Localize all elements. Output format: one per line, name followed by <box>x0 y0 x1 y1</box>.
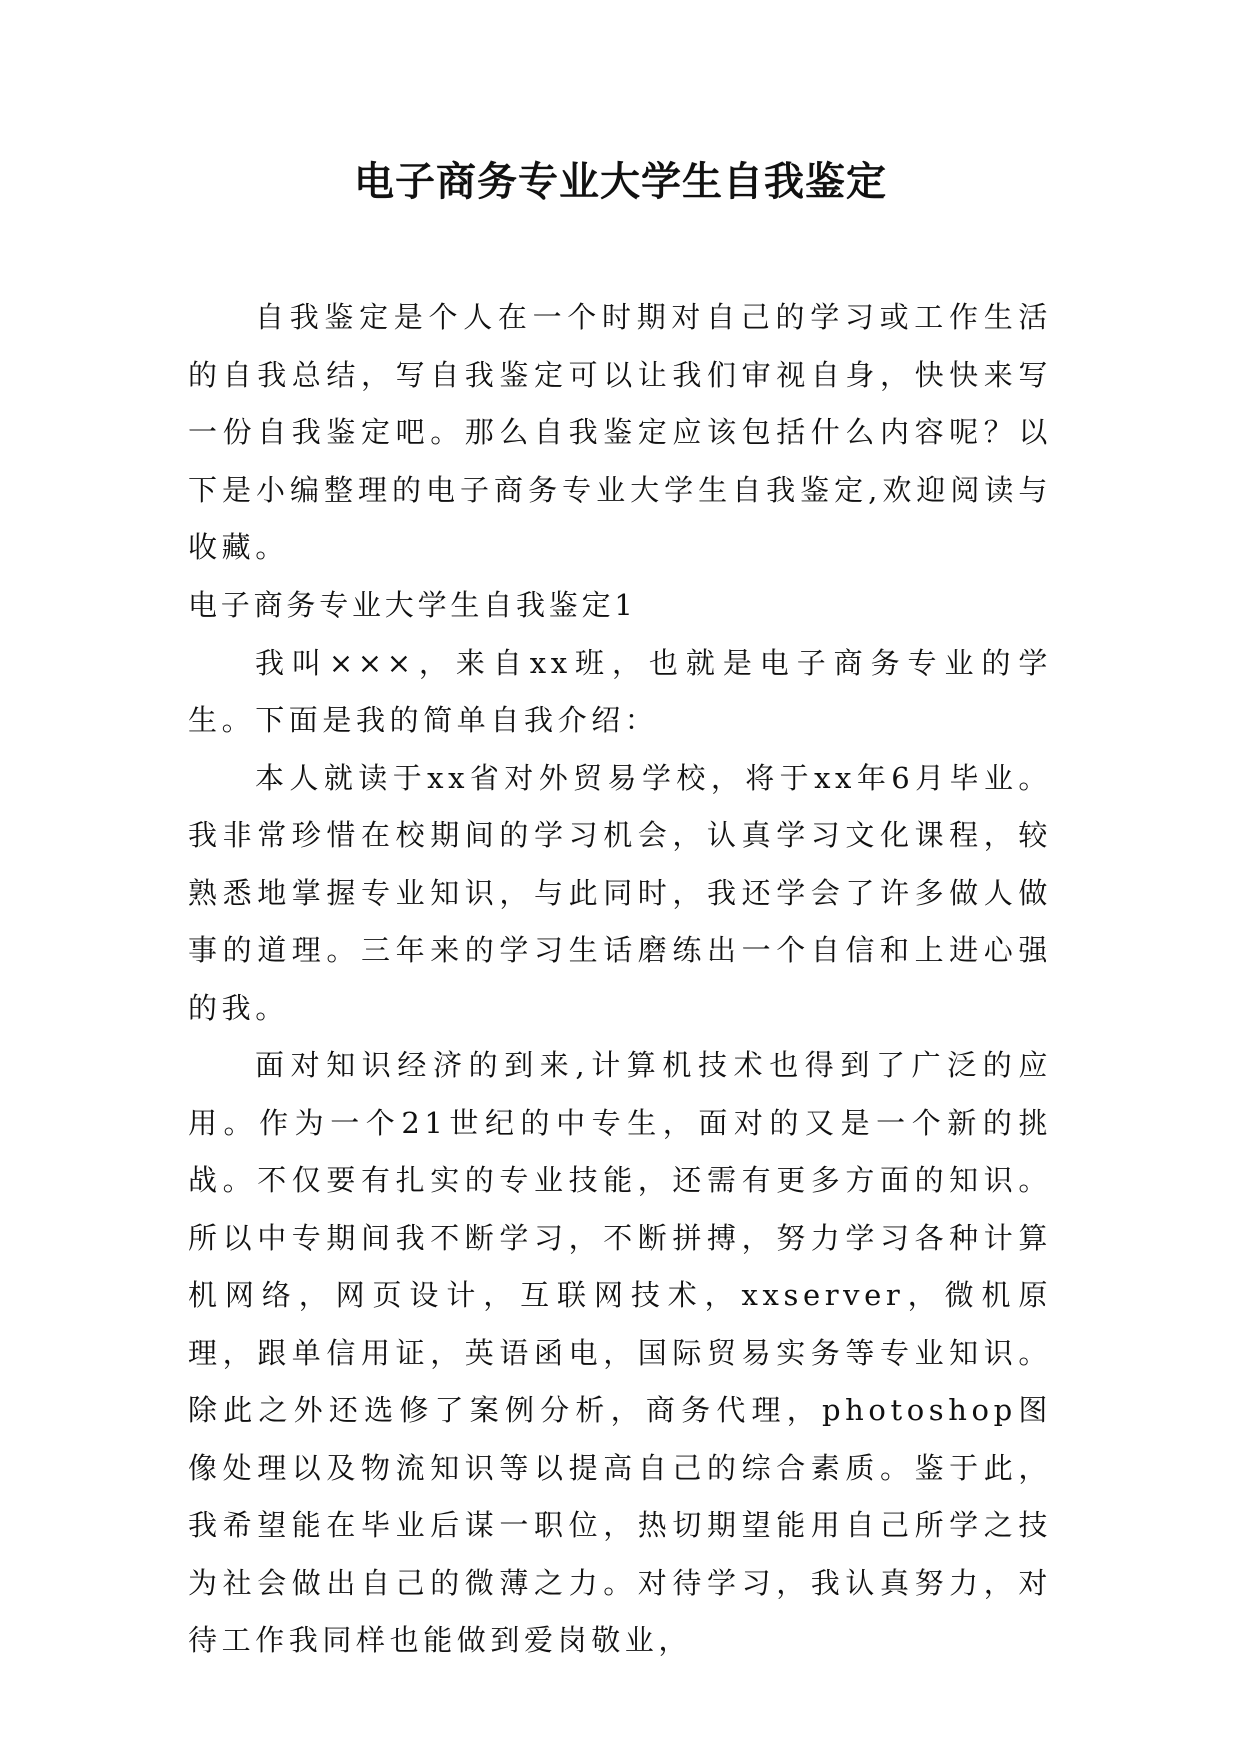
intro-paragraph: 自我鉴定是个人在一个时期对自己的学习或工作生活的自我总结，写自我鉴定可以让我们审视自身，快快来写一份自我鉴定吧。那么自我鉴定应该包括什么内容呢？以下是小编整理的电子商务专业大学生自我鉴定,欢迎阅读与收藏。 <box>188 300 1052 564</box>
document-title: 电子商务专业大学生自我鉴定 <box>354 159 887 205</box>
intro-block <box>188 289 1052 577</box>
body-paragraph-1: 我叫×××，来自xx班，也就是电子商务专业的学生。下面是我的简单自我介绍： <box>188 645 1052 737</box>
section-heading: 电子商务专业大学生自我鉴定1 <box>188 588 637 622</box>
body-paragraph-2: 本人就读于xx省对外贸易学校，将于xx年6月毕业。我非常珍惜在校期间的学习机会，认真学习文化课程，较熟悉地掌握专业知识，与此同时，我还学会了许多做人做事的道理。三年来的学习生话磨练出一个自信和上进心强的我。 <box>188 760 1052 1025</box>
body-paragraph-3: 面对知识经济的到来,计算机技术也得到了广泛的应用。作为一个21世纪的中专生，面对的又是一个新的挑战。不仅要有扎实的专业技能，还需有更多方面的知识。所以中专期间我不断学习，不断拼搏，努力学习各种计算机网络，网页设计，互联网技术，xxserver，微机原理，跟单信用证，英语函电，国际贸易实务等专业知识。除此之外还选修了案例分析，商务代理，photoshop图像处理以及物流知识等以提高自己的综合素质。鉴于此，我希望能在毕业后谋一职位，热切期望能用自己所学之技为社会做出自己的微薄之力。对待学习，我认真努力，对待工作我同样也能做到爱岗敬业， <box>188 1048 1052 1657</box>
section-1 <box>188 577 1052 1670</box>
